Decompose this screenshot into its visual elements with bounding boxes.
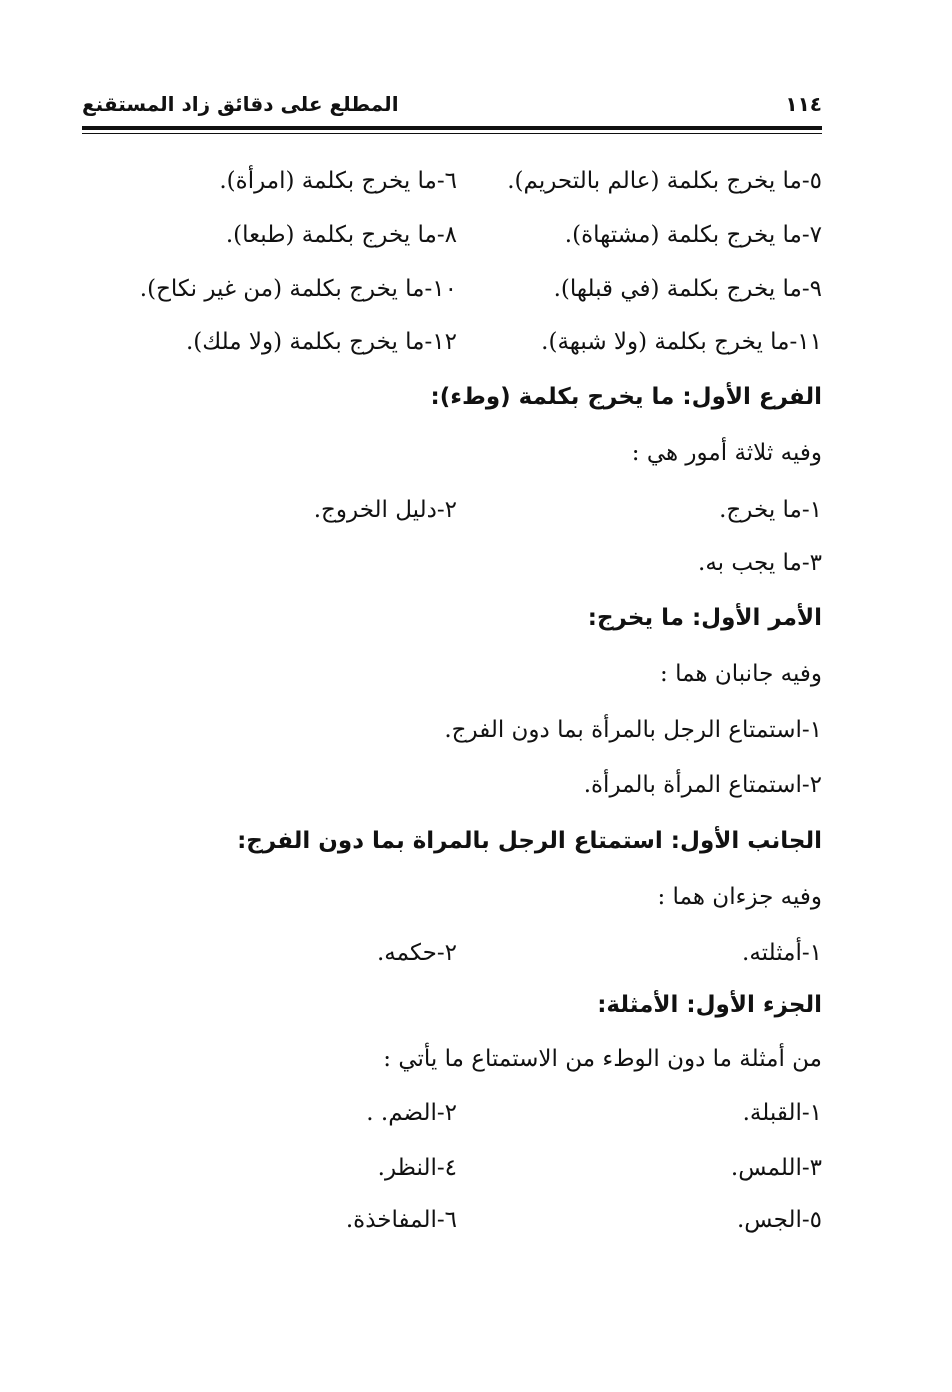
list-item: ٥-ما يخرج بكلمة (عالم بالتحريم). [507,168,822,194]
list-item: ٦-المفاخذة. [345,1207,457,1233]
list-item: ٢-دليل الخروج. [313,497,457,523]
list-item: ٨-ما يخرج بكلمة (طبعا). [225,222,457,248]
paragraph: وفيه جانبان هما : [660,661,822,687]
paragraph: وفيه جزءان هما : [657,884,822,910]
list-item: ٥-الجس. [736,1207,822,1233]
list-item: ٣-اللمس. [730,1155,822,1181]
section-heading: الفرع الأول: ما يخرج بكلمة (وطء): [430,384,822,410]
list-item: ٢-استمتاع المرأة بالمرأة. [583,772,822,798]
list-item: ٧-ما يخرج بكلمة (مشتهاة). [564,222,822,248]
list-item: ١-القبلة. [742,1100,822,1126]
page-header [82,92,822,122]
list-item: ٢-الضم. . [366,1100,457,1126]
list-item: ١-ما يخرج. [719,497,822,523]
section-heading: الأمر الأول: ما يخرج: [587,605,822,631]
page-number: ١١٤ [785,92,822,116]
header-rule-thick [82,126,822,130]
paragraph: من أمثلة ما دون الوطء من الاستمتاع ما يأتي : [383,1046,822,1072]
list-item: ٣-ما يجب به. [698,550,822,576]
list-item: ٤-النظر. [377,1155,457,1181]
list-item: ٢-حكمه. [377,940,457,966]
list-item: ٦-ما يخرج بكلمة (امرأة). [219,168,457,194]
list-item: ١١-ما يخرج بكلمة (ولا شبهة). [541,329,822,355]
list-item: ١٢-ما يخرج بكلمة (ولا ملك). [186,329,457,355]
section-heading: الجانب الأول: استمتاع الرجل بالمراة بما دون الفرج: [237,828,822,854]
list-item: ١٠-ما يخرج بكلمة (من غير نكاح). [139,276,457,302]
list-item: ٩-ما يخرج بكلمة (في قبلها). [553,276,822,302]
section-heading: الجزء الأول: الأمثلة: [597,992,822,1018]
header-rule-thin [82,133,822,134]
book-title: المطلع على دقائق زاد المستقنع [82,92,399,116]
list-item: ١-استمتاع الرجل بالمرأة بما دون الفرج. [444,717,822,743]
paragraph: وفيه ثلاثة أمور هي : [631,440,822,466]
list-item: ١-أمثلته. [742,940,822,966]
